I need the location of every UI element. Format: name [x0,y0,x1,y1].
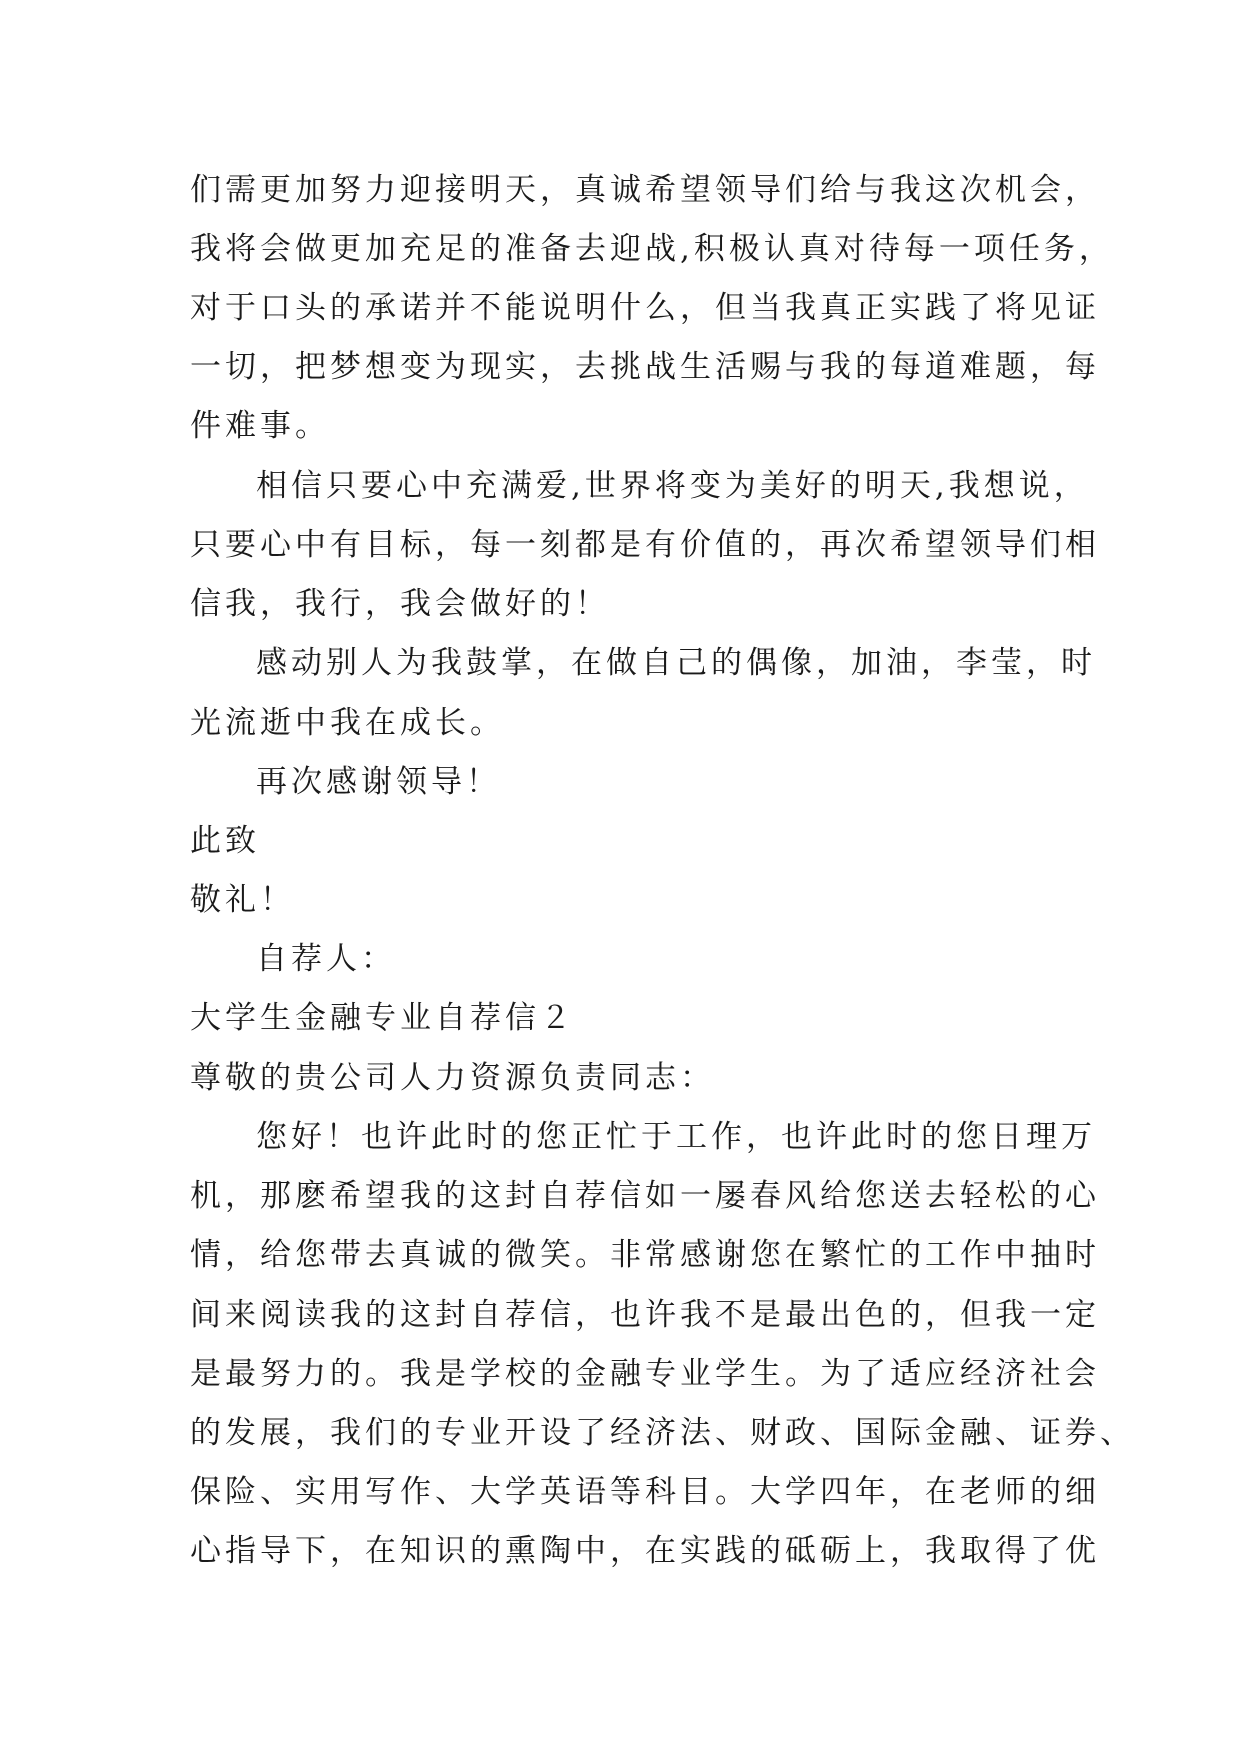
text-line: 件难事。 [190,408,330,444]
closing-regards: 敬礼！ [190,882,295,918]
closing-salutation: 此致 [190,823,260,859]
paragraph-start-line: 再次感谢领导！ [256,764,501,800]
paragraph-start-line: 相信只要心中充满爱,世界将变为美好的明天,我想说， [256,468,1089,504]
text-line: 一切，把梦想变为现实，去挑战生活赐与我的每道难题，每 [190,349,1100,385]
text-line: 们需更加努力迎接明天，真诚希望领导们给与我这次机会， [190,172,1100,208]
text-line: 的发展，我们的专业开设了经济法、财政、国际金融、证券、 [190,1415,1135,1451]
section-title: 大学生金融专业自荐信２ [190,1000,575,1036]
text-line: 心指导下，在知识的熏陶中，在实践的砥砺上，我取得了优 [190,1533,1100,1569]
paragraph-start-line: 您好！也许此时的您正忙于工作，也许此时的您日理万 [256,1119,1096,1155]
text-line: 机，那麽希望我的这封自荐信如一屡春风给您送去轻松的心 [190,1178,1100,1214]
text-line: 对于口头的承诺并不能说明什么，但当我真正实践了将见证 [190,290,1100,326]
text-line: 我将会做更加充足的准备去迎战,积极认真对待每一项任务， [190,231,1114,267]
text-line: 信我，我行，我会做好的！ [190,586,610,622]
text-line: 保险、实用写作、大学英语等科目。大学四年，在老师的细 [190,1474,1100,1510]
text-line: 间来阅读我的这封自荐信，也许我不是最出色的，但我一定 [190,1297,1100,1333]
text-line: 情，给您带去真诚的微笑。非常感谢您在繁忙的工作中抽时 [190,1237,1100,1273]
letter-greeting: 尊敬的贵公司人力资源负责同志： [190,1060,715,1096]
text-line: 是最努力的。我是学校的金融专业学生。为了适应经济社会 [190,1356,1100,1392]
paragraph-start-line: 感动别人为我鼓掌，在做自己的偶像，加油，李莹，时 [256,645,1096,681]
signature-label: 自荐人： [256,941,396,977]
text-line: 光流逝中我在成长。 [190,705,505,741]
text-line: 只要心中有目标，每一刻都是有价值的，再次希望领导们相 [190,527,1100,563]
